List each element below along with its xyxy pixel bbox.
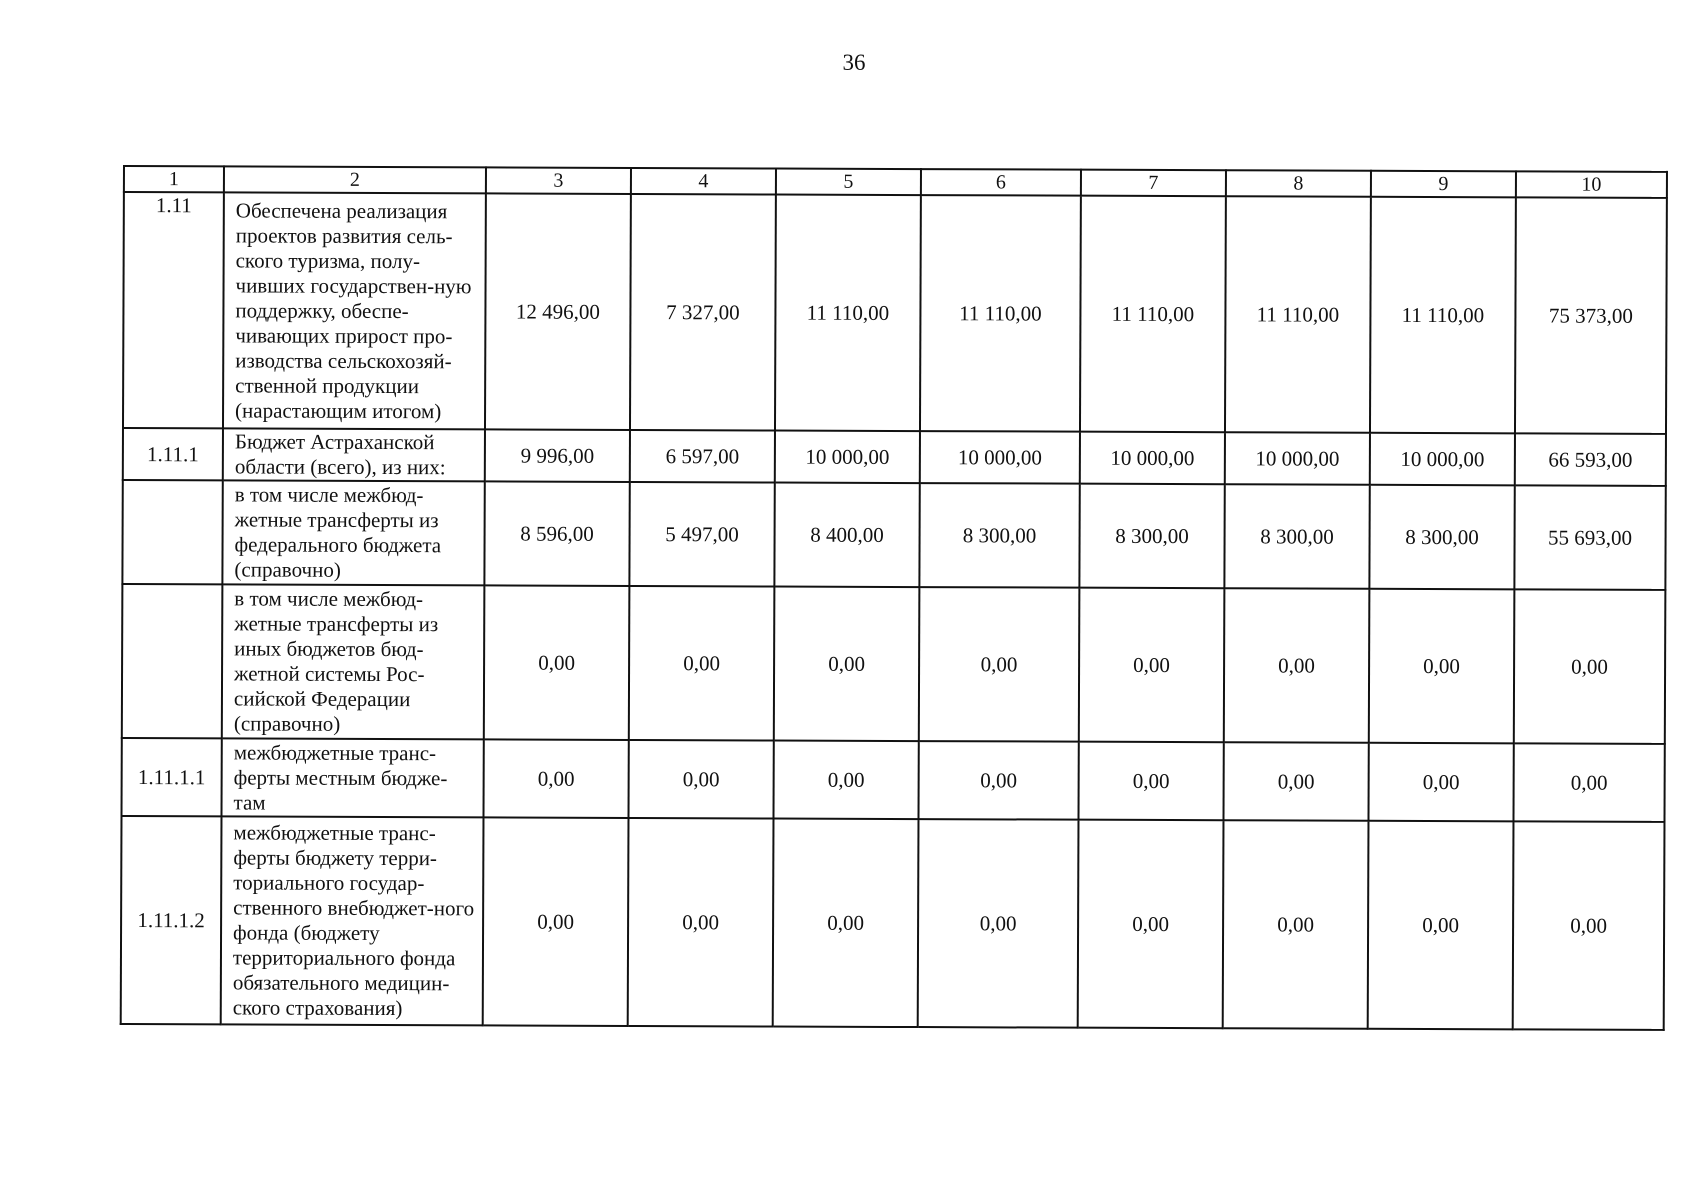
row-description: межбюджетные транс-ферты местным бюдже-там — [221, 738, 483, 817]
value-cell: 0,00 — [628, 818, 774, 1027]
value-cell: 12 496,00 — [485, 193, 631, 430]
value-cell: 0,00 — [918, 819, 1079, 1028]
table-row — [122, 738, 1665, 822]
table-row — [121, 816, 1665, 1030]
row-code — [122, 584, 223, 738]
value-cell: 0,00 — [1224, 588, 1370, 743]
value-cell: 0,00 — [1223, 820, 1369, 1029]
total-cell: 0,00 — [1513, 821, 1665, 1030]
header-cell-10: 10 — [1516, 171, 1667, 198]
value-cell: 0,00 — [483, 739, 628, 818]
value-cell: 0,00 — [1078, 742, 1223, 821]
value-cell: 0,00 — [1368, 743, 1513, 822]
row-code: 1.11.1 — [123, 428, 223, 480]
value-cell: 10 000,00 — [920, 431, 1080, 484]
value-cell: 10 000,00 — [775, 431, 920, 484]
value-cell: 10 000,00 — [1080, 432, 1225, 485]
total-cell: 66 593,00 — [1515, 433, 1666, 486]
header-cell-4: 4 — [631, 168, 776, 195]
header-cell-1: 1 — [124, 166, 224, 192]
total-cell: 75 373,00 — [1515, 197, 1667, 434]
table-row — [122, 480, 1665, 590]
value-cell: 6 597,00 — [630, 430, 775, 483]
row-code: 1.11.1.1 — [122, 738, 222, 816]
value-cell: 0,00 — [1368, 821, 1514, 1030]
value-cell: 11 110,00 — [1080, 196, 1226, 433]
value-cell: 8 300,00 — [1369, 485, 1514, 590]
value-cell: 0,00 — [918, 741, 1078, 820]
value-cell: 5 497,00 — [629, 482, 774, 587]
value-cell: 0,00 — [774, 587, 920, 742]
header-cell-9: 9 — [1371, 171, 1516, 198]
value-cell: 0,00 — [629, 586, 775, 741]
value-cell: 0,00 — [773, 819, 919, 1028]
value-cell: 0,00 — [1223, 742, 1368, 821]
value-cell: 10 000,00 — [1370, 433, 1515, 486]
total-cell: 55 693,00 — [1514, 485, 1665, 590]
value-cell: 10 000,00 — [1225, 432, 1370, 485]
row-code: 1.11.1.2 — [121, 816, 222, 1024]
table-row — [123, 192, 1667, 434]
value-cell: 0,00 — [628, 740, 773, 819]
value-cell: 0,00 — [773, 741, 918, 820]
page-number: 36 — [842, 50, 866, 75]
row-code — [122, 480, 222, 584]
value-cell: 9 996,00 — [485, 429, 630, 482]
value-cell: 8 300,00 — [1079, 484, 1224, 589]
header-cell-7: 7 — [1081, 170, 1226, 197]
value-cell: 7 327,00 — [630, 194, 776, 431]
value-cell: 11 110,00 — [775, 195, 921, 432]
header-cell-6: 6 — [921, 169, 1081, 196]
value-cell: 0,00 — [1079, 588, 1225, 743]
budget-table — [120, 165, 1668, 1031]
value-cell: 8 400,00 — [774, 483, 919, 588]
row-description: в том числе межбюд-жетные трансферты из иных бюджетов бюд-жетной системы Рос-сийской Федерации (справочно) — [222, 584, 485, 739]
row-description: Обеспечена реализация проектов развития сель-ского туризма, полу-чивших государствен-ную поддержку, обеспе-чивающих прирост про-изводства сельскохозяй-ственной продукции (нарастающим итогом) — [223, 192, 486, 429]
total-cell: 0,00 — [1513, 743, 1664, 822]
table-row — [123, 428, 1666, 486]
value-cell: 0,00 — [484, 585, 630, 740]
value-cell: 11 110,00 — [920, 195, 1081, 432]
value-cell: 0,00 — [919, 587, 1080, 742]
value-cell: 0,00 — [1078, 820, 1224, 1029]
value-cell: 0,00 — [1369, 589, 1515, 744]
row-description: межбюджетные транс-ферты бюджету терри-ториального государ-ственного внебюджет-ного фонда (бюджету территориального фонда обязательного медицин-ского страхования) — [221, 816, 484, 1025]
total-cell: 0,00 — [1514, 589, 1666, 744]
row-description: в том числе межбюд-жетные трансферты из федерального бюджета (справочно) — [222, 480, 484, 585]
row-code: 1.11 — [123, 192, 224, 428]
value-cell: 8 300,00 — [919, 483, 1079, 588]
table-row — [122, 584, 1666, 744]
value-cell: 8 596,00 — [484, 481, 629, 586]
value-cell: 11 110,00 — [1370, 197, 1516, 434]
header-cell-3: 3 — [486, 167, 631, 194]
header-cell-8: 8 — [1226, 170, 1371, 197]
row-description: Бюджет Астраханской области (всего), из них: — [223, 428, 485, 481]
value-cell: 11 110,00 — [1225, 196, 1371, 433]
value-cell: 0,00 — [483, 817, 629, 1026]
value-cell: 8 300,00 — [1224, 484, 1369, 589]
header-cell-5: 5 — [776, 169, 921, 196]
header-cell-2: 2 — [224, 166, 486, 193]
table-body — [121, 192, 1667, 1030]
